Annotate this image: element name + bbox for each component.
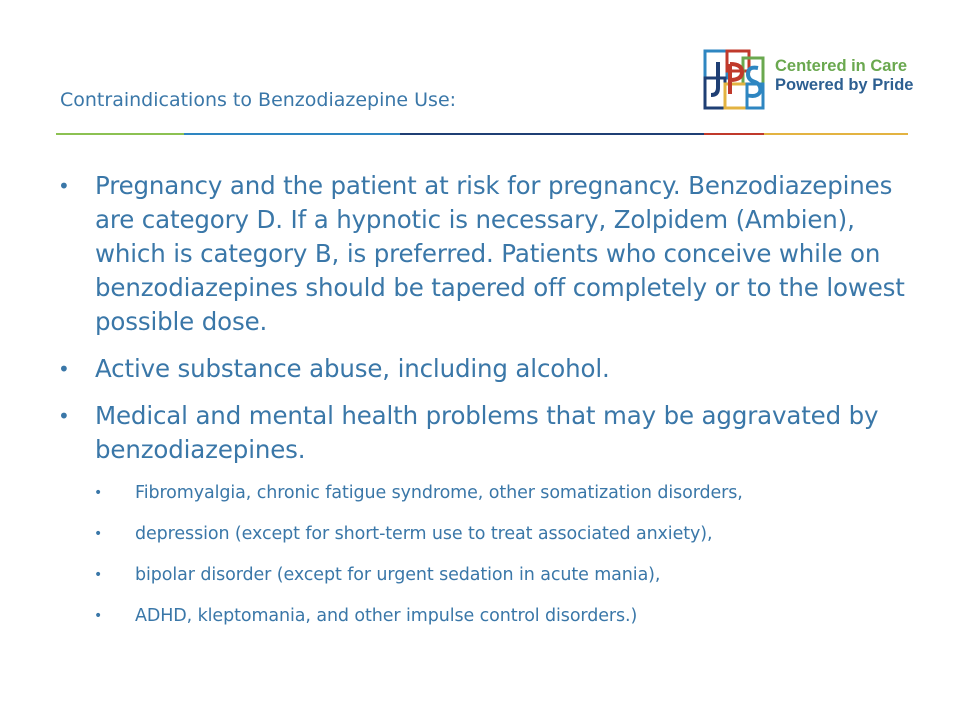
list-item <box>58 169 918 339</box>
sub-list-item <box>58 520 918 548</box>
list-item <box>58 399 918 630</box>
bullet-text: Pregnancy and the patient at risk for pregnancy. Benzodiazepines are category D. If a hypnotic is necessary, Zolpidem (Ambien), which is category B, is preferred. Patients who conceive while on benzodiazepines should be tapered off completely or to the lowest possible dose. <box>95 171 905 336</box>
sub-bullet-icon: • <box>94 608 103 624</box>
bullet-icon: • <box>58 174 70 198</box>
logo-tagline-line2: Powered by Pride <box>775 76 914 94</box>
sub-list-item <box>58 479 918 507</box>
sub-bullet-text: Fibromyalgia, chronic fatigue syndrome, other somatization disorders, <box>135 483 743 503</box>
list-item <box>58 352 918 386</box>
sub-bullet-list <box>95 479 918 630</box>
sub-bullet-icon: • <box>94 485 103 501</box>
jps-logo-mark-icon <box>702 48 766 112</box>
bullet-text: Active substance abuse, including alcohol. <box>95 354 610 383</box>
jps-logo <box>702 48 912 116</box>
sub-list-item <box>58 602 918 630</box>
header-divider <box>56 133 908 135</box>
sub-bullet-icon: • <box>94 526 103 542</box>
sub-bullet-icon: • <box>94 567 103 583</box>
sub-bullet-text: bipolar disorder (except for urgent sedation in acute mania), <box>135 565 661 585</box>
sub-list-item <box>58 561 918 589</box>
bullet-list <box>58 169 918 643</box>
slide-title: Contraindications to Benzodiazepine Use: <box>60 89 457 111</box>
bullet-icon: • <box>58 357 70 381</box>
bullet-text: Medical and mental health problems that may be aggravated by benzodiazepines. <box>95 401 879 464</box>
sub-bullet-text: ADHD, kleptomania, and other impulse control disorders.) <box>135 606 638 626</box>
bullet-icon: • <box>58 404 70 428</box>
logo-tagline <box>775 57 913 95</box>
logo-tagline-line1: Centered in Care <box>775 57 908 75</box>
sub-bullet-text: depression (except for short-term use to treat associated anxiety), <box>135 524 713 544</box>
